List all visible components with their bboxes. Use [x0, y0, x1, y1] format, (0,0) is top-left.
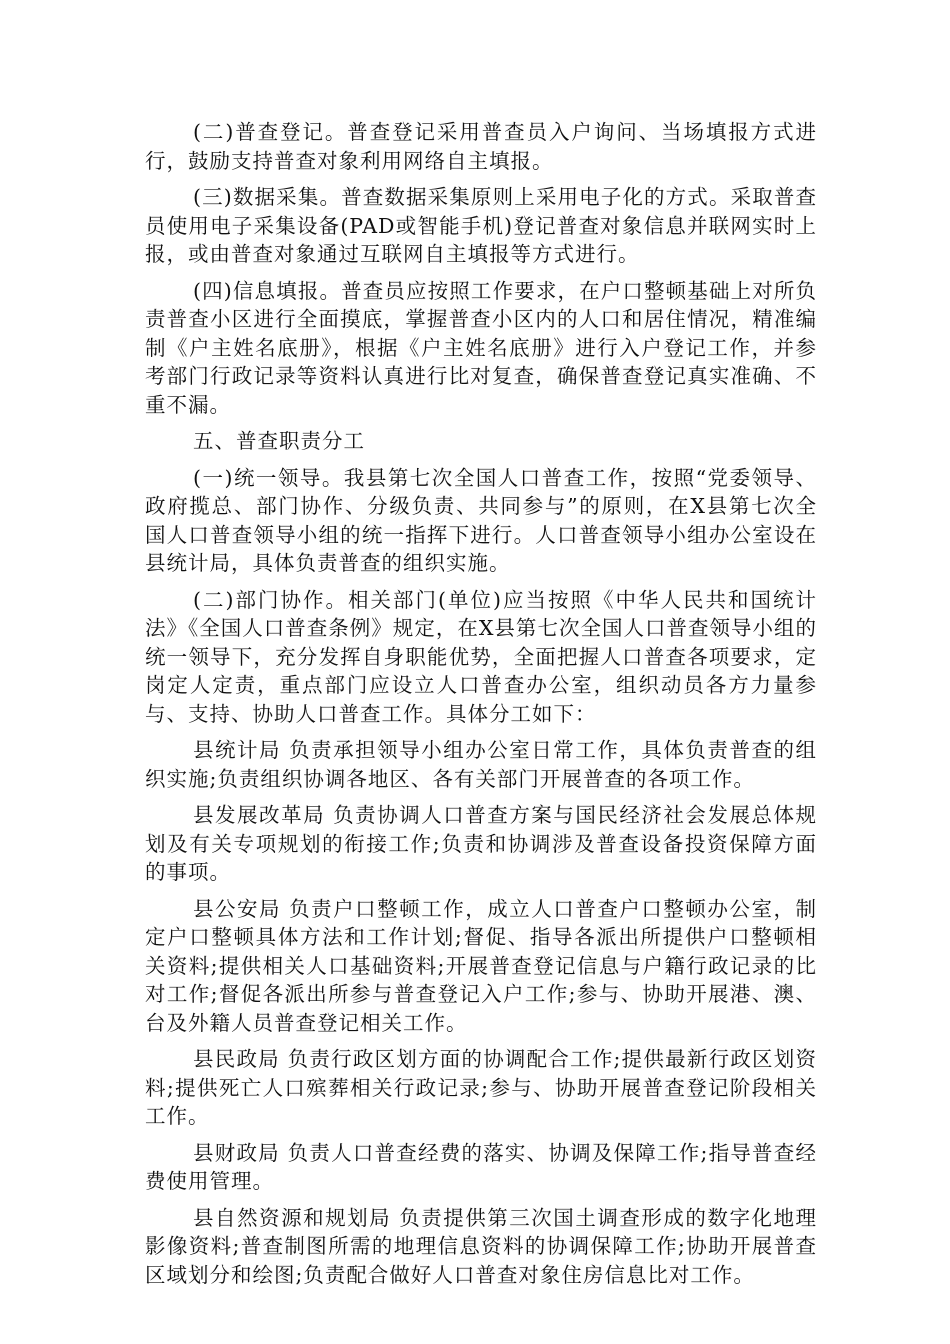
paragraph-natural-resources-bureau: 县自然资源和规划局 负责提供第三次国土调查形成的数字化地理影像资料;普查制图所需的地理信息资料的协调保障工作;协助开展普查区域划分和绘图;负责配合做好人口普查对象住房信息比对工作。	[145, 1205, 817, 1287]
paragraph-statistics-bureau: 县统计局 负责承担领导小组办公室日常工作，具体负责普查的组织实施;负责组织协调各地区、各有关部门开展普查的各项工作。	[145, 738, 817, 791]
section-heading-responsibilities: 五、普查职责分工	[193, 429, 365, 453]
paragraph-development-reform-bureau: 县发展改革局 负责协调人口普查方案与国民经济社会发展总体规划及有关专项规划的衔接工作;负责和协调涉及普查设备投资保障方面的事项。	[145, 803, 817, 884]
document-page	[145, 118, 817, 1297]
paragraph-department-cooperation: (二)部门协作。相关部门(单位)应当按照《中华人民共和国统计法》《全国人口普查条例》规定，在X县第七次全国人口普查领导小组的统一领导下，充分发挥自身职能优势，全面把握人口普查各项要求，定岗定人定责，重点部门应设立人口普查办公室，组织动员各方力量参与、支持、协助人口普查工作。具体分工如下：	[145, 587, 817, 726]
paragraph-finance-bureau: 县财政局 负责人口普查经费的落实、协调及保障工作;指导普查经费使用管理。	[145, 1140, 817, 1193]
paragraph-registration: (二)普查登记。普查登记采用普查员入户询问、当场填报方式进行，鼓励支持普查对象利用网络自主填报。	[145, 120, 817, 173]
paragraph-data-collection: (三)数据采集。普查数据采集原则上采用电子化的方式。采取普查员使用电子采集设备(PAD或智能手机)登记普查对象信息并联网实时上报，或由普查对象通过互联网自主填报等方式进行。	[145, 185, 817, 266]
paragraph-civil-affairs-bureau: 县民政局 负责行政区划方面的协调配合工作;提供最新行政区划资料;提供死亡人口殡葬相关行政记录;参与、协助开展普查登记阶段相关工作。	[145, 1047, 817, 1128]
paragraph-info-filling: (四)信息填报。普查员应按照工作要求，在户口整顿基础上对所负责普查小区进行全面摸底，掌握普查小区内的人口和居住情况，精准编制《户主姓名底册》，根据《户主姓名底册》进行入户登记工作，并参考部门行政记录等资料认真进行比对复查，确保普查登记真实准确、不重不漏。	[145, 278, 817, 417]
paragraph-unified-leadership: (一)统一领导。我县第七次全国人口普查工作，按照“党委领导、政府揽总、部门协作、分级负责、共同参与”的原则，在X县第七次全国人口普查领导小组的统一指挥下进行。人口普查领导小组办公室设在县统计局，具体负责普查的组织实施。	[145, 465, 817, 575]
paragraph-public-security-bureau: 县公安局 负责户口整顿工作，成立人口普查户口整顿办公室，制定户口整顿具体方法和工作计划;督促、指导各派出所提供户口整顿相关资料;提供相关人口基础资料;开展普查登记信息与户籍行政记录的比对工作;督促各派出所参与普查登记入户工作;参与、协助开展港、澳、台及外籍人员普查登记相关工作。	[145, 896, 817, 1035]
